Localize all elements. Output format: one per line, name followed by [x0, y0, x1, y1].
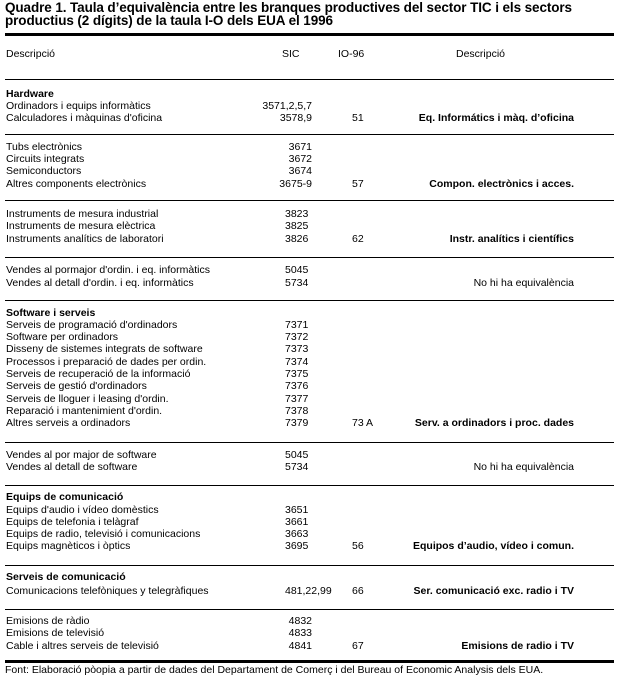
row-equivalent-sector: Instr. analítics i científics: [449, 233, 574, 245]
row-description: Software per ordinadors: [6, 331, 119, 343]
row-sic-code: 7378: [285, 405, 309, 417]
row-description: Serveis de lloguer i leasing d'ordin.: [6, 393, 169, 405]
row-sic-code: 5734: [285, 461, 309, 473]
row-description: Semiconductors: [6, 165, 82, 177]
row-sic-code: 7374: [285, 356, 309, 368]
row-sic-code: 4841: [288, 640, 312, 652]
row-description: Calculadores i màquinas d'oficina: [6, 112, 163, 124]
row-description: Serveis de gestió d'ordinadors: [6, 380, 147, 392]
row-description: Vendes al pormajor d'ordin. i eq. informàtics: [6, 264, 210, 276]
row-description: Cable i altres serveis de televisió: [6, 640, 159, 652]
row-equivalent-sector: Serv. a ordinadors i proc. dades: [414, 417, 574, 429]
row-sic-code: 7373: [285, 343, 309, 355]
row-equivalent-sector: Emisions de radio i TV: [461, 640, 574, 652]
row-description: Emisions de ràdio: [6, 615, 90, 627]
row-io96-code: 73 A: [352, 417, 374, 429]
table-title: Quadre 1. Taula d’equivalència entre les branques productives del sector TIC i els sectors productius (2 dígits) de la taula I-O dels EUA el 1996: [5, 0, 572, 28]
row-description: Tubs electrònics: [6, 141, 83, 153]
row-sic-code: 3823: [285, 208, 309, 220]
section-rule: [5, 565, 614, 566]
section-rule: [5, 200, 614, 201]
column-header-description: Descripció: [6, 48, 56, 60]
row-description: Reparació i mantenimient d'ordin.: [6, 405, 163, 417]
row-description: Vendes al detall d'ordin. i eq. informàtics: [6, 277, 194, 289]
row-description: Circuits integrats: [6, 153, 85, 165]
row-equivalent-sector: Compon. electrònics i acces.: [429, 178, 574, 190]
row-sic-code: 7379: [285, 417, 309, 429]
row-sic-code: 3672: [288, 153, 312, 165]
row-sic-code: 5045: [285, 449, 309, 461]
row-sic-code: 7376: [285, 380, 309, 392]
row-sic-code: 3695: [285, 540, 309, 552]
row-description: Altres components electrònics: [6, 178, 147, 190]
row-description: Instruments de mesura elèctrica: [6, 220, 156, 232]
row-io96-code: 57: [352, 178, 364, 190]
row-description: Equips de radio, televisió i comunicacions: [6, 528, 201, 540]
row-sic-code: 3663: [285, 528, 309, 540]
row-sic-code: 7371: [285, 319, 309, 331]
row-sic-code: 3825: [285, 220, 309, 232]
row-sic-code: 5045: [285, 264, 309, 276]
section-heading: Hardware: [6, 88, 54, 100]
row-description: Emisions de televisió: [6, 627, 105, 639]
row-sic-code: 481,22,99: [285, 585, 332, 597]
row-sic-code: 7377: [285, 393, 309, 405]
row-description: Comunicacions telefòniques y telegràfiques: [6, 585, 209, 597]
row-sic-code: 4833: [288, 627, 312, 639]
row-io96-code: 56: [352, 540, 364, 552]
row-sic-code: 3671: [288, 141, 312, 153]
row-io96-code: 66: [352, 585, 364, 597]
row-sic-code: 3571,2,5,7: [262, 100, 312, 112]
row-description: Equips magnèticos i òptics: [6, 540, 131, 552]
row-description: Vendes al detall de software: [6, 461, 138, 473]
column-header-equivalent-description: Descripció: [456, 48, 506, 60]
row-sic-code: 3578,9: [279, 112, 312, 124]
row-io96-code: 51: [352, 112, 364, 124]
row-description: Serveis de recuperació de la informació: [6, 368, 191, 380]
row-description: Instruments analítics de laboratori: [6, 233, 164, 245]
row-sic-code: 3674: [288, 165, 312, 177]
section-rule: [5, 442, 614, 443]
section-rule: [5, 609, 614, 610]
row-equivalent-sector: No hi ha equivalència: [473, 461, 574, 473]
row-description: Ordinadors i equips informàtics: [6, 100, 151, 112]
row-sic-code: 3651: [285, 504, 309, 516]
section-heading: Equips de comunicació: [6, 491, 124, 503]
row-description: Equips d'audio i vídeo domèstics: [6, 504, 159, 516]
row-sic-code: 5734: [285, 277, 309, 289]
row-description: Serveis de programació d'ordinadors: [6, 319, 178, 331]
row-sic-code: 3826: [285, 233, 309, 245]
row-sic-code: 3661: [285, 516, 309, 528]
row-equivalent-sector: Equipos d’audio, vídeo i comun.: [412, 540, 574, 552]
row-equivalent-sector: No hi ha equivalència: [473, 277, 574, 289]
section-heading: Software i serveis: [6, 307, 96, 319]
bottom-rule: [5, 660, 614, 663]
row-description: Equips de telefonia i telàgraf: [6, 516, 139, 528]
row-description: Disseny de sistemes integrats de software: [6, 343, 203, 355]
column-header-io96: IO-96: [338, 48, 365, 60]
row-io96-code: 67: [352, 640, 364, 652]
source-footnote: Font: Elaboració pòopia a partir de dades del Departament de Comerç i del Bureau of Economic Analysis dels EUA.: [5, 664, 544, 676]
row-equivalent-sector: Eq. Informátics i màq. d’oficina: [418, 112, 574, 124]
row-description: Altres serveis a ordinadors: [6, 417, 131, 429]
row-description: Vendes al por major de software: [6, 449, 157, 461]
row-io96-code: 62: [352, 233, 364, 245]
row-sic-code: 3675-9: [279, 178, 312, 190]
row-equivalent-sector: Ser. comunicació exc. radio i TV: [413, 585, 574, 597]
section-rule: [5, 300, 614, 301]
section-heading: Serveis de comunicació: [6, 571, 126, 583]
section-rule: [5, 257, 614, 258]
section-rule: [5, 134, 614, 135]
row-description: Processos i preparació de dades per ordin.: [6, 356, 207, 368]
row-sic-code: 7375: [285, 368, 309, 380]
row-description: Instruments de mesura industrial: [6, 208, 159, 220]
section-rule: [5, 485, 614, 486]
row-sic-code: 7372: [285, 331, 309, 343]
row-sic-code: 4832: [288, 615, 312, 627]
column-header-sic: SIC: [282, 48, 300, 60]
